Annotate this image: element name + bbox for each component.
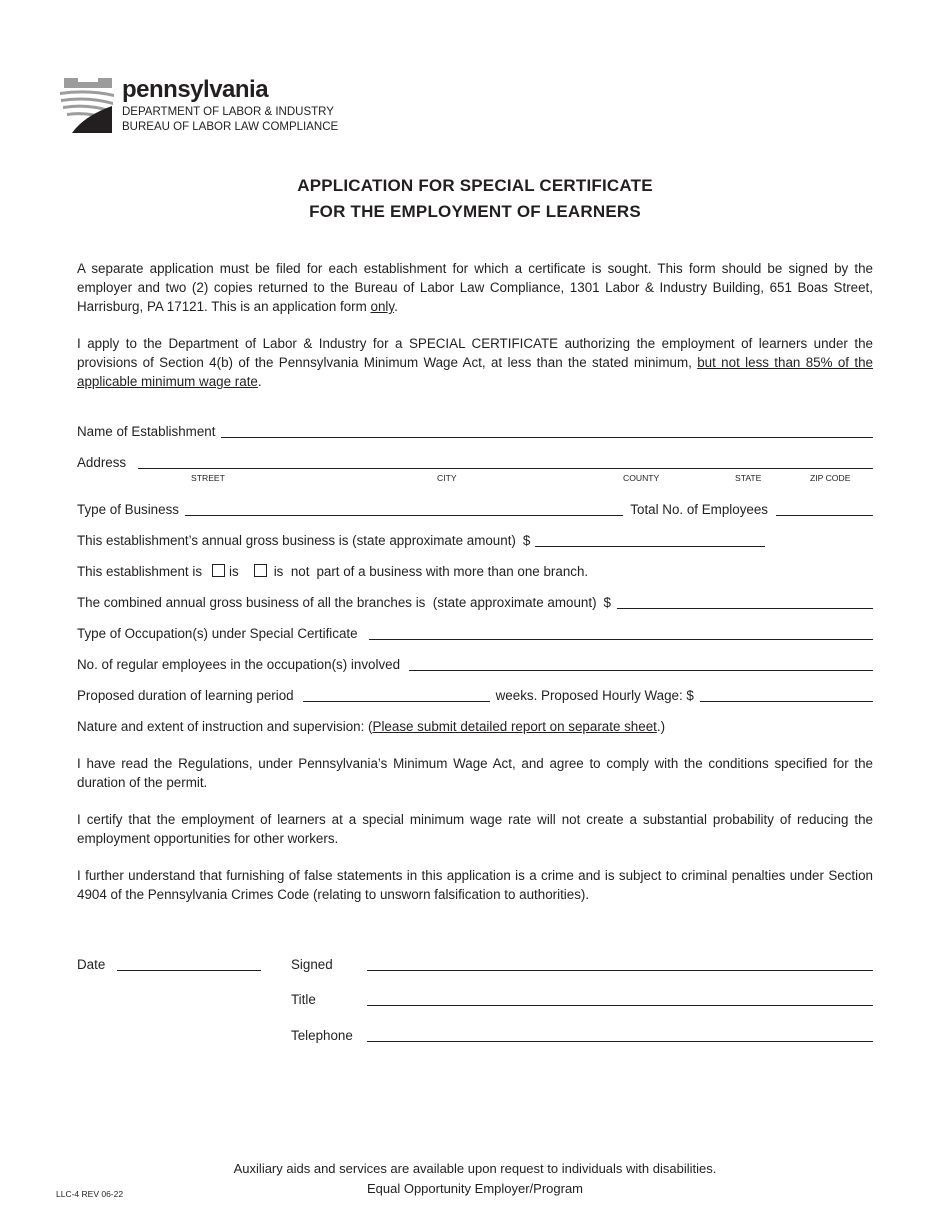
address-state-caption: STATE: [735, 473, 762, 483]
address-county-caption: COUNTY: [623, 473, 660, 483]
instruction-note: Please submit detailed report on separate sheet: [372, 719, 657, 734]
address-city-caption: CITY: [437, 473, 457, 483]
date-row: [77, 954, 261, 974]
total-employees-field[interactable]: [776, 514, 873, 516]
telephone-field[interactable]: [367, 1040, 873, 1042]
occupation-type-row: [77, 623, 873, 643]
combined-gross-row: [77, 592, 873, 612]
intro-paragraph-1: A separate application must be filed for each establishment for which a certificate is sought. This form should be signed by the employer and two (2) copies returned to the Bureau of Labor Law Compliance, 1301 Labor & Industry Building, 651 Boas Street, Harrisburg, PA 17121. This is an application form only.: [77, 261, 873, 314]
department-name: DEPARTMENT OF LABOR & INDUSTRY: [122, 106, 334, 118]
establishment-name-row: [77, 421, 873, 441]
combined-gross-field[interactable]: [617, 607, 873, 609]
branch-is-label: is: [229, 564, 239, 579]
gross-business-field[interactable]: [535, 545, 765, 547]
establishment-name-label: Name of Establishment: [77, 424, 216, 439]
signed-row: [291, 954, 873, 974]
gross-business-row: [77, 530, 873, 550]
footer-accessibility-note: Auxiliary aids and services are available upon request to individuals with disabilities.: [233, 1161, 717, 1176]
learning-period-field[interactable]: [303, 700, 490, 702]
footer: [0, 1159, 950, 1199]
branch-suffix-label: part of a business with more than one branch.: [316, 564, 589, 579]
intro-paragraph-2: I apply to the Department of Labor & Industry for a SPECIAL CERTIFICATE authorizing the employment of learners under the provisions of Section 4(b) of the Pennsylvania Minimum Wage Act, at less than the stated minimum, but not less than 85% of the applicable minimum wage rate.: [77, 336, 873, 389]
instruction-label: Nature and extent of instruction and supervision: (: [77, 719, 373, 734]
telephone-label: Telephone: [291, 1028, 353, 1043]
title-label: Title: [291, 992, 316, 1007]
combined-currency-symbol: $: [603, 595, 611, 610]
branch-row: [77, 561, 873, 581]
footer-eeo-note: Equal Opportunity Employer/Program: [366, 1181, 584, 1196]
address-street-caption: STREET: [191, 473, 225, 483]
currency-symbol: $: [522, 533, 531, 548]
branch-prefix-label: This establishment is: [77, 564, 203, 579]
address-label: Address: [77, 455, 127, 470]
page-title: [0, 173, 950, 225]
regular-employees-field[interactable]: [409, 669, 873, 671]
learning-period-row: [77, 685, 873, 705]
department-block: [122, 105, 338, 135]
statement-regulations: I have read the Regulations, under Pennsylvania’s Minimum Wage Act, and agree to comply with the conditions specified for the duration of the permit.: [77, 756, 873, 790]
keystone-logo-icon: [58, 76, 118, 134]
business-type-label: Type of Business: [77, 502, 179, 517]
telephone-row: [291, 1025, 873, 1045]
business-type-row: [77, 499, 873, 519]
bureau-name: BUREAU OF LABOR LAW COMPLIANCE: [122, 121, 339, 133]
total-employees-label: Total No. of Employees: [630, 502, 768, 517]
branch-is-not-checkbox[interactable]: [254, 564, 267, 577]
signature-field[interactable]: [367, 969, 873, 971]
signed-label: Signed: [291, 957, 333, 972]
combined-gross-label: The combined annual gross business of all the branches is (state approximate amount): [77, 595, 597, 610]
title-row: [291, 989, 873, 1009]
regular-employees-row: [77, 654, 873, 674]
statement-certification: I certify that the employment of learners at a special minimum wage rate will not create a substantial probability of reducing the employment opportunities for other workers.: [77, 812, 873, 846]
learning-period-label: Proposed duration of learning period: [77, 688, 294, 703]
occupation-type-field[interactable]: [369, 638, 873, 640]
instruction-row: Nature and extent of instruction and supervision: (Please submit detailed report on separate sheet.): [77, 719, 666, 734]
establishment-name-field[interactable]: [221, 436, 873, 438]
occupation-type-label: Type of Occupation(s) under Special Certificate: [77, 626, 358, 641]
gross-business-label: This establishment’s annual gross business is (state approximate amount): [77, 533, 516, 548]
regular-employees-label: No. of regular employees in the occupation(s) involved: [77, 657, 401, 672]
address-field[interactable]: [138, 467, 873, 469]
title-field[interactable]: [367, 1004, 873, 1006]
statement-false-statements: I further understand that furnishing of false statements in this application is a crime and is subject to criminal penalties under Section 4904 of the Pennsylvania Crimes Code (relating to unsworn falsification to authorities).: [77, 868, 873, 902]
date-field[interactable]: [117, 969, 261, 971]
brand-name: pennsylvania: [122, 76, 269, 103]
business-type-field[interactable]: [185, 514, 623, 516]
title-line-2: FOR THE EMPLOYMENT OF LEARNERS: [309, 202, 641, 221]
address-row: [77, 452, 873, 472]
address-zip-caption: ZIP CODE: [810, 473, 851, 483]
weeks-wage-label: weeks. Proposed Hourly Wage: $: [495, 688, 694, 703]
hourly-wage-field[interactable]: [700, 700, 873, 702]
branch-is-not-label: is not: [273, 564, 310, 579]
date-label: Date: [77, 957, 106, 972]
title-line-1: APPLICATION FOR SPECIAL CERTIFICATE: [297, 176, 653, 195]
form-revision: LLC-4 REV 06-22: [56, 1189, 124, 1199]
branch-is-checkbox[interactable]: [212, 564, 225, 577]
